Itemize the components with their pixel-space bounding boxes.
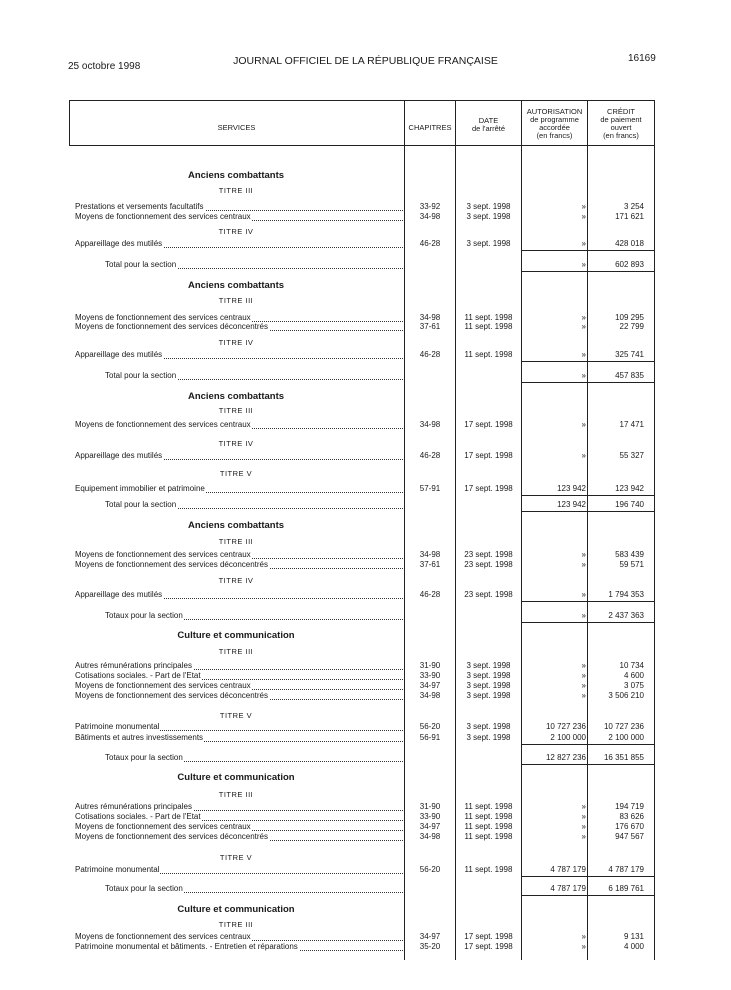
credit-cell: 1 794 353 [608,590,644,599]
credit-cell: 2 100 000 [608,733,644,742]
date-cell: 23 sept. 1998 [464,590,513,599]
chapitre-cell: 56-91 [419,733,441,742]
service-label: Total pour la section [105,260,177,269]
table-row [0,802,731,812]
autorisation-cell: » [581,802,586,811]
credit-cell: 171 621 [615,212,644,221]
table-row [0,865,731,875]
credit-cell: 10 734 [619,661,644,670]
table-header-rule [69,145,654,146]
subtotal-rule [521,361,654,362]
section-title: Anciens combattants [187,520,285,531]
date-cell: 3 sept. 1998 [466,202,511,211]
credit-cell: 2 437 363 [608,611,644,620]
table-row [0,733,731,743]
date-cell: 17 sept. 1998 [464,484,513,493]
titre-heading: TITRE III [218,186,254,195]
table-row [0,681,731,691]
chapitre-cell: 56-20 [419,722,441,731]
credit-cell: 428 018 [615,239,644,248]
page-date: 25 octobre 1998 [68,61,141,72]
credit-cell: 325 741 [615,350,644,359]
service-cell [75,350,163,360]
chapitre-cell: 46-28 [419,350,441,359]
header-line: de paiement [600,115,642,124]
service-label: Moyens de fonctionnement des services centraux [75,313,251,322]
subtotal-rule [521,250,654,251]
titre-heading: TITRE V [219,853,253,862]
chapitre-cell: 33-90 [419,812,441,821]
credit-cell: 602 893 [615,260,644,269]
table-left-rule [69,100,70,145]
date-cell: 3 sept. 1998 [466,733,511,742]
table-row [0,722,731,732]
date-cell: 23 sept. 1998 [464,560,513,569]
total-row [0,884,731,894]
service-label: Autres rémunérations principales [75,661,192,670]
service-label: Moyens de fonctionnement des services centraux [75,822,251,831]
autorisation-cell: » [581,560,586,569]
autorisation-cell: » [581,451,586,460]
header-line: CRÉDIT [607,107,635,116]
subtotal-rule [521,495,654,496]
date-cell: 11 sept. 1998 [464,832,513,841]
table-row [0,822,731,832]
table-row [0,560,731,570]
autorisation-cell: » [581,691,586,700]
total-rule [521,271,654,272]
titre-heading: TITRE IV [218,227,254,236]
autorisation-cell: » [581,212,586,221]
date-cell: 11 sept. 1998 [464,322,513,331]
table-row [0,661,731,671]
total-row [0,753,731,763]
header-line: (en francs) [536,131,573,140]
autorisation-cell: » [581,313,586,322]
service-cell [105,371,177,381]
service-label: Moyens de fonctionnement des services centraux [75,420,251,429]
credit-cell: 17 471 [619,420,644,429]
total-row [0,500,731,510]
column-header-autorisation [522,108,587,140]
autorisation-cell: 10 727 236 [545,722,586,731]
header-line: (en francs) [603,131,639,140]
date-cell: 11 sept. 1998 [464,822,513,831]
titre-heading: TITRE III [218,406,254,415]
autorisation-cell: 4 787 179 [550,865,586,874]
credit-cell: 16 351 855 [603,753,644,762]
column-header-services: SERVICES [217,123,256,132]
table-row [0,212,731,222]
chapitre-cell: 34-98 [419,212,441,221]
credit-cell: 196 740 [615,500,644,509]
date-cell: 11 sept. 1998 [464,313,513,322]
table-row [0,942,731,952]
service-label: Appareillage des mutilés [75,590,163,599]
autorisation-cell: » [581,611,586,620]
service-cell [75,802,193,812]
titre-heading: TITRE IV [218,338,254,347]
date-cell: 11 sept. 1998 [464,812,513,821]
autorisation-cell: » [581,932,586,941]
autorisation-cell: » [581,322,586,331]
service-label: Patrimoine monumental [75,722,160,731]
credit-cell: 4 000 [623,942,644,951]
table-row [0,420,731,430]
service-label: Cotisations sociales. - Part de l'Etat [75,812,201,821]
chapitre-cell: 33-92 [419,202,441,211]
autorisation-cell: » [581,260,586,269]
titre-heading: TITRE IV [218,576,254,585]
date-cell: 17 sept. 1998 [464,451,513,460]
chapitre-cell: 34-98 [419,691,441,700]
table-row [0,812,731,822]
service-cell [75,451,163,461]
credit-cell: 9 131 [623,932,644,941]
page-number: 16169 [628,53,656,64]
total-rule [521,382,654,383]
table-row [0,932,731,942]
section-title: Culture et communication [177,904,295,915]
chapitre-cell: 35-20 [419,942,441,951]
date-cell: 3 sept. 1998 [466,681,511,690]
header-line: DATE [478,116,499,125]
date-cell: 3 sept. 1998 [466,691,511,700]
autorisation-cell: » [581,661,586,670]
service-label: Totaux pour la section [105,884,183,893]
total-row [0,371,731,381]
subtotal-rule [521,876,654,877]
credit-cell: 583 439 [615,550,644,559]
credit-cell: 4 787 179 [608,865,644,874]
date-cell: 17 sept. 1998 [464,420,513,429]
service-cell [75,550,252,560]
service-cell [75,722,160,732]
date-cell: 3 sept. 1998 [466,239,511,248]
autorisation-cell: » [581,350,586,359]
service-label: Total pour la section [105,500,177,509]
autorisation-cell: 123 942 [557,484,586,493]
table-row [0,832,731,842]
header-line: AUTORISATION [526,107,583,116]
service-label: Totaux pour la section [105,753,183,762]
chapitre-cell: 56-20 [419,865,441,874]
autorisation-cell: » [581,420,586,429]
autorisation-cell: » [581,681,586,690]
chapitre-cell: 34-98 [419,832,441,841]
credit-cell: 3 254 [623,202,644,211]
service-cell [75,832,269,842]
chapitre-cell: 34-98 [419,313,441,322]
autorisation-cell: 123 942 [557,500,586,509]
autorisation-cell: » [581,371,586,380]
service-label: Patrimoine monumental et bâtiments. - Entretien et réparations [75,942,298,951]
column-header-chapitres: CHAPITRES [408,123,452,132]
column-header-date [456,117,521,133]
service-cell [75,420,252,430]
service-cell [75,733,204,743]
service-label: Prestations et versements facultatifs [75,202,204,211]
autorisation-cell: » [581,590,586,599]
subtotal-rule [521,601,654,602]
chapitre-cell: 33-90 [419,671,441,680]
service-label: Cotisations sociales. - Part de l'Etat [75,671,201,680]
total-rule [521,895,654,896]
titre-heading: TITRE V [219,711,253,720]
date-cell: 17 sept. 1998 [464,932,513,941]
service-cell [105,753,184,763]
date-cell: 11 sept. 1998 [464,865,513,874]
service-cell [75,691,269,701]
credit-cell: 176 670 [615,822,644,831]
credit-cell: 6 189 761 [608,884,644,893]
service-cell [75,812,202,822]
autorisation-cell: 12 827 236 [545,753,586,762]
credit-cell: 59 571 [619,560,644,569]
header-line: de l'arrêté [471,124,506,133]
credit-cell: 3 506 210 [608,691,644,700]
credit-cell: 3 075 [623,681,644,690]
service-label: Total pour la section [105,371,177,380]
credit-cell: 194 719 [615,802,644,811]
titre-heading: TITRE III [218,647,254,656]
total-row [0,611,731,621]
chapitre-cell: 34-97 [419,822,441,831]
service-cell [105,611,184,621]
service-cell [105,500,177,510]
table-row [0,691,731,701]
table-row [0,350,731,360]
date-cell: 11 sept. 1998 [464,350,513,359]
titre-heading: TITRE V [219,469,253,478]
service-label: Moyens de fonctionnement des services déconcentrés [75,322,268,331]
subtotal-rule [521,744,654,745]
date-cell: 3 sept. 1998 [466,661,511,670]
credit-cell: 22 799 [619,322,644,331]
autorisation-cell: » [581,832,586,841]
service-cell [75,671,202,681]
chapitre-cell: 46-28 [419,590,441,599]
table-row [0,484,731,494]
service-cell [75,322,269,332]
total-row [0,260,731,270]
table-row [0,202,731,212]
credit-cell: 109 295 [615,313,644,322]
table-row [0,451,731,461]
date-cell: 3 sept. 1998 [466,212,511,221]
credit-cell: 4 600 [623,671,644,680]
service-cell [75,590,163,600]
service-label: Moyens de fonctionnement des services centraux [75,932,251,941]
chapitre-cell: 37-61 [419,560,441,569]
header-line: ouvert [610,123,632,132]
service-label: Appareillage des mutilés [75,350,163,359]
service-label: Moyens de fonctionnement des services centraux [75,550,251,559]
service-label: Patrimoine monumental [75,865,160,874]
service-cell [75,484,206,494]
autorisation-cell: » [581,550,586,559]
date-cell: 17 sept. 1998 [464,942,513,951]
autorisation-cell: » [581,822,586,831]
titre-heading: TITRE III [218,296,254,305]
service-cell [75,661,193,671]
chapitre-cell: 57-91 [419,484,441,493]
chapitre-cell: 34-98 [419,550,441,559]
chapitre-cell: 46-28 [419,239,441,248]
header-line: de programme [530,115,579,124]
table-row [0,550,731,560]
autorisation-cell: 2 100 000 [550,733,586,742]
page-title: JOURNAL OFFICIEL DE LA RÉPUBLIQUE FRANÇAISE [233,55,498,67]
service-cell [75,560,269,570]
chapitre-cell: 37-61 [419,322,441,331]
autorisation-cell: » [581,812,586,821]
service-label: Moyens de fonctionnement des services déconcentrés [75,560,268,569]
service-label: Moyens de fonctionnement des services centraux [75,681,251,690]
credit-cell: 10 727 236 [603,722,644,731]
service-label: Moyens de fonctionnement des services déconcentrés [75,832,268,841]
credit-cell: 947 567 [615,832,644,841]
chapitre-cell: 46-28 [419,451,441,460]
autorisation-cell: 4 787 179 [550,884,586,893]
service-label: Autres rémunérations principales [75,802,192,811]
service-label: Totaux pour la section [105,611,183,620]
table-row [0,239,731,249]
service-label: Appareillage des mutilés [75,239,163,248]
chapitre-cell: 31-90 [419,802,441,811]
service-cell [75,865,160,875]
titre-heading: TITRE III [218,790,254,799]
section-title: Anciens combattants [187,280,285,291]
credit-cell: 83 626 [619,812,644,821]
titre-heading: TITRE III [218,537,254,546]
credit-cell: 457 835 [615,371,644,380]
titre-heading: TITRE III [218,920,254,929]
service-cell [75,932,252,942]
service-label: Moyens de fonctionnement des services centraux [75,212,251,221]
service-cell [75,239,163,249]
service-cell [75,212,252,222]
service-label: Moyens de fonctionnement des services déconcentrés [75,691,268,700]
date-cell: 11 sept. 1998 [464,802,513,811]
section-title: Culture et communication [177,630,295,641]
service-label: Appareillage des mutilés [75,451,163,460]
service-cell [75,202,205,212]
service-label: Bâtiments et autres investissements [75,733,204,742]
titre-heading: TITRE IV [218,439,254,448]
section-title: Anciens combattants [187,391,285,402]
chapitre-cell: 34-98 [419,420,441,429]
date-cell: 3 sept. 1998 [466,671,511,680]
service-cell [75,942,299,952]
credit-cell: 55 327 [619,451,644,460]
chapitre-cell: 34-97 [419,932,441,941]
table-top-rule [69,100,654,101]
chapitre-cell: 34-97 [419,681,441,690]
service-label: Equipement immobilier et patrimoine [75,484,205,493]
date-cell: 23 sept. 1998 [464,550,513,559]
total-rule [521,622,654,623]
header-line: accordée [539,123,570,132]
autorisation-cell: » [581,671,586,680]
service-cell [105,260,177,270]
section-title: Anciens combattants [187,170,285,181]
date-cell: 3 sept. 1998 [466,722,511,731]
table-row [0,671,731,681]
column-header-credit [588,108,654,140]
autorisation-cell: » [581,239,586,248]
autorisation-cell: » [581,942,586,951]
table-row [0,590,731,600]
service-cell [105,884,184,894]
service-cell [75,681,252,691]
service-cell [75,822,252,832]
total-rule [521,764,654,765]
autorisation-cell: » [581,202,586,211]
credit-cell: 123 942 [615,484,644,493]
table-row [0,322,731,332]
section-title: Culture et communication [177,772,295,783]
chapitre-cell: 31-90 [419,661,441,670]
total-rule [521,511,654,512]
